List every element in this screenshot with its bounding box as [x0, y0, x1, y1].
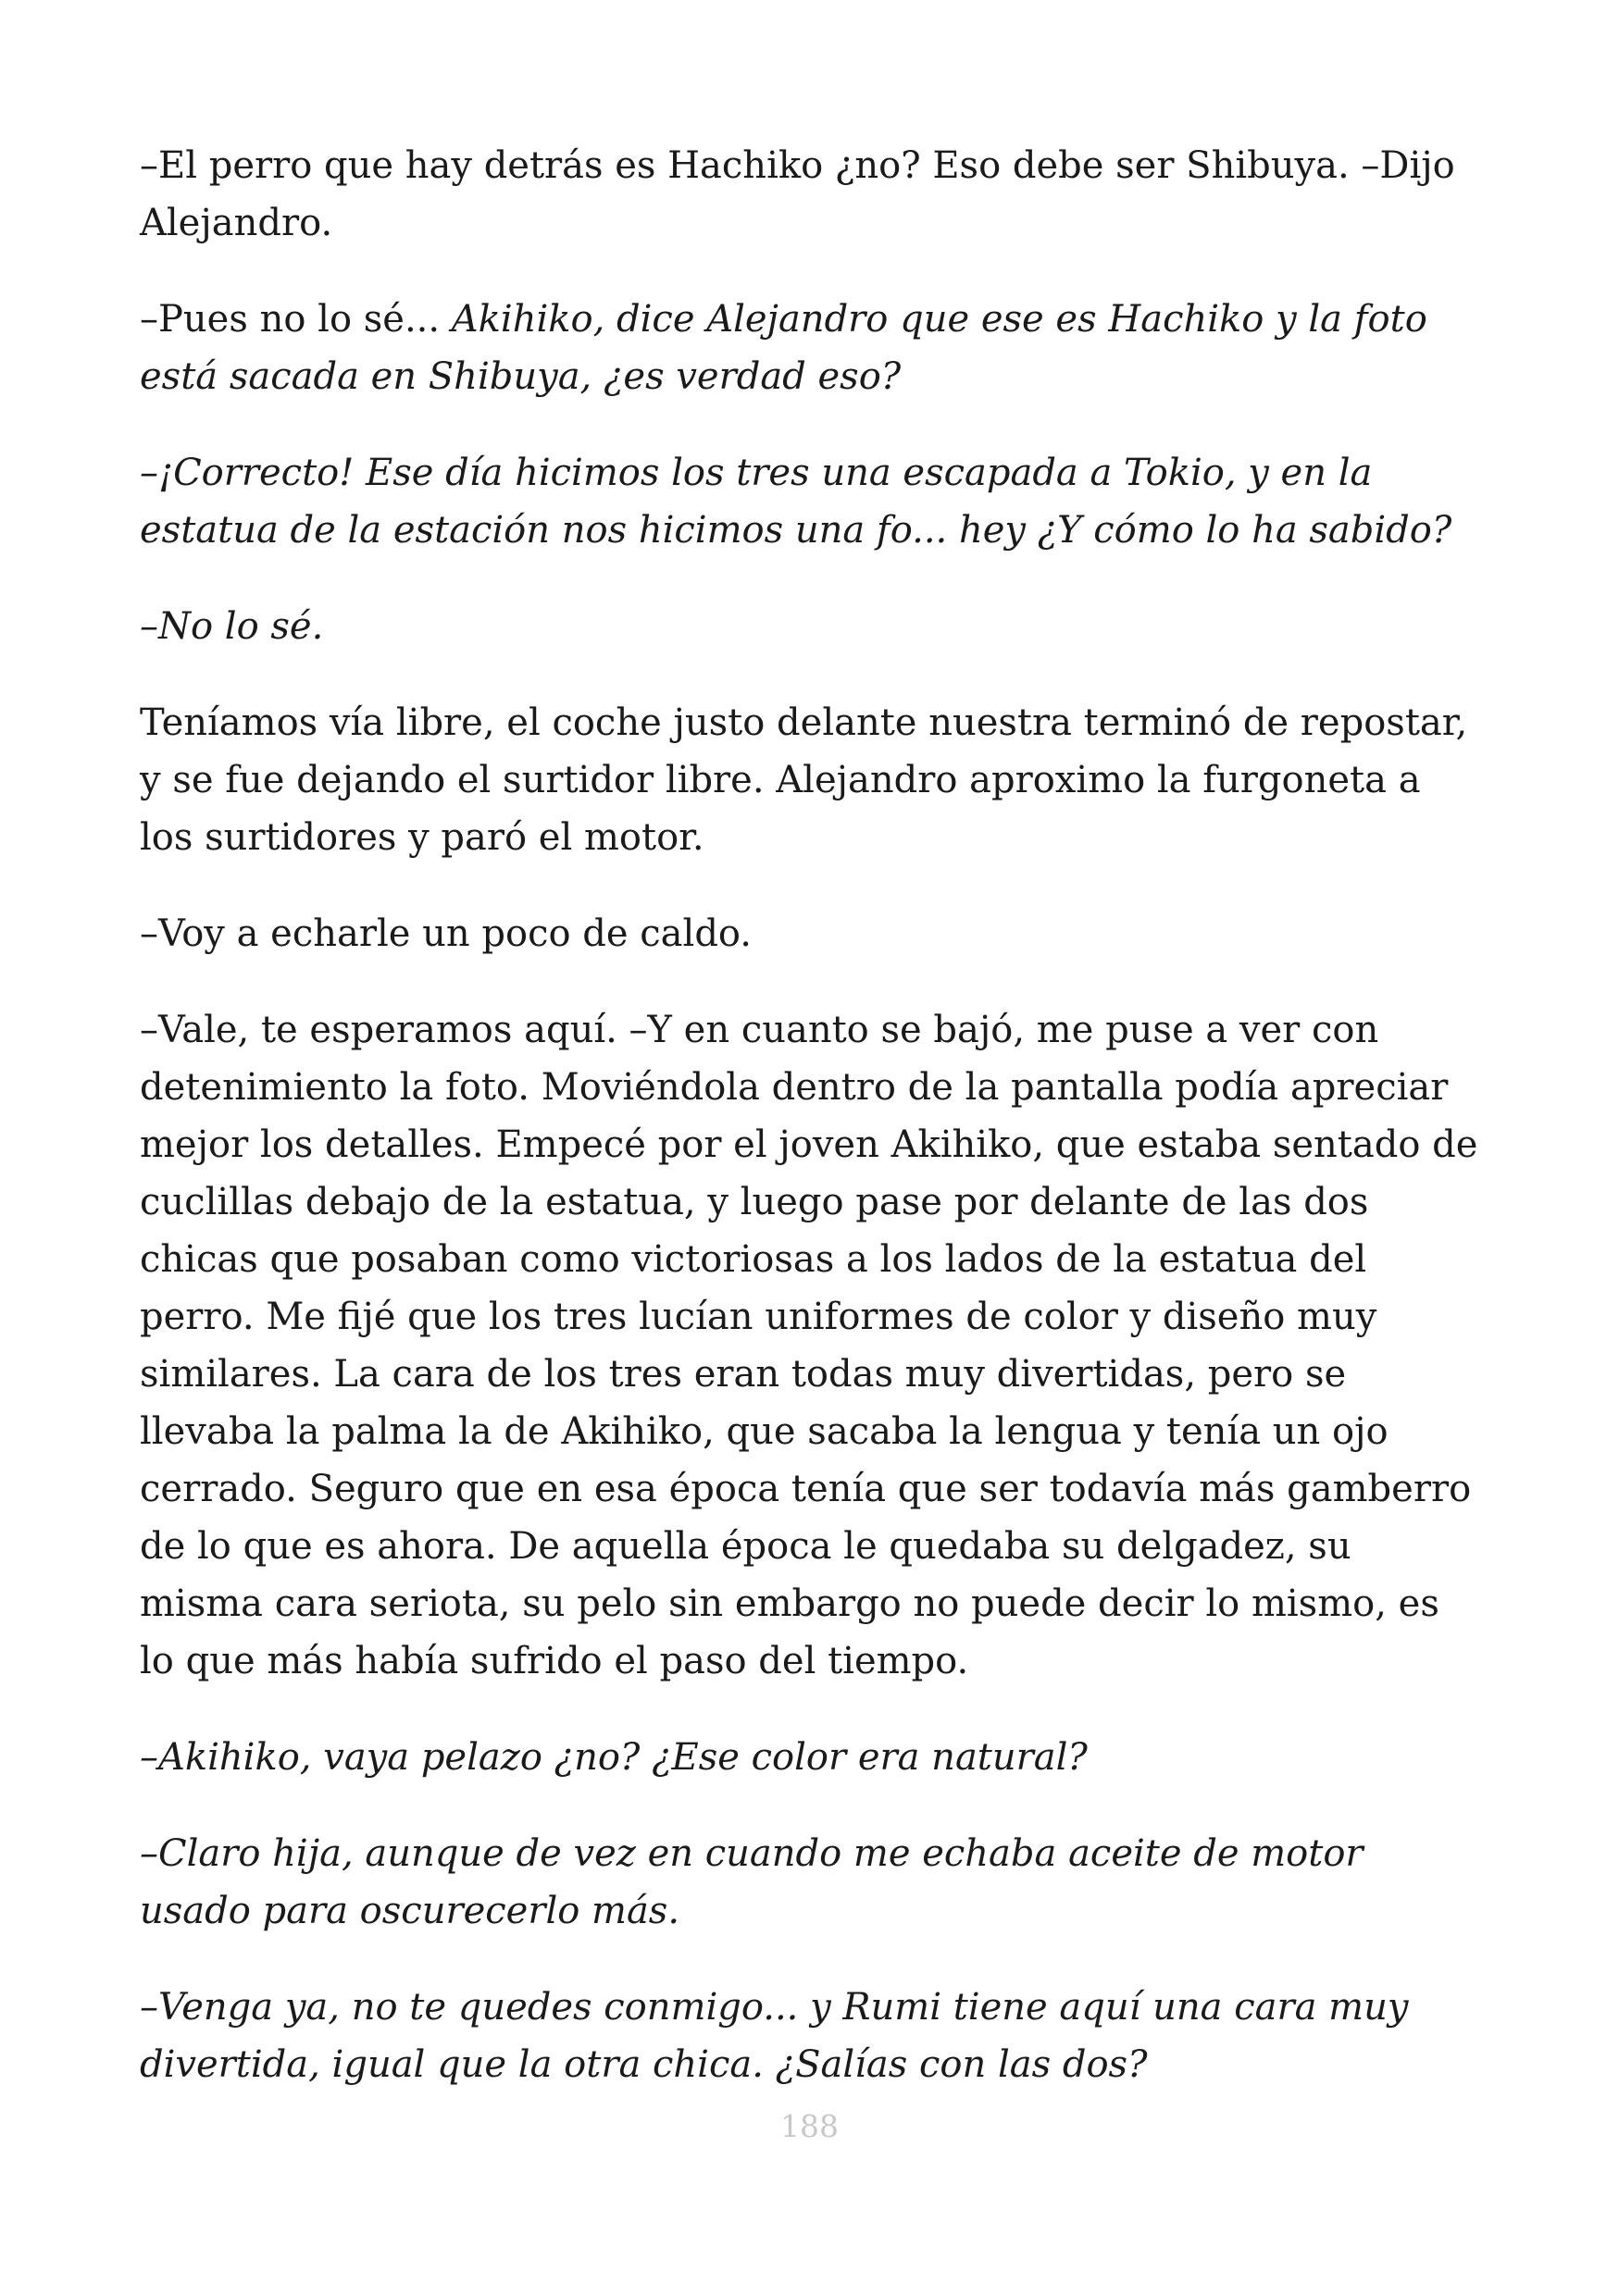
paragraph-8: [140, 1729, 1482, 1786]
paragraph-10-italic: –Venga ya, no te quedes conmigo... y Rumi tiene aquí una cara muy divertida, igual que la otra chica. ¿Salías con las dos?: [140, 1986, 1409, 2086]
paragraph-7: [140, 1001, 1482, 1690]
paragraph-6-text: –Voy a echarle un poco de caldo.: [140, 912, 753, 955]
paragraph-2-italic: Akihiko, dice Alejandro que ese es Hachiko y la foto está sacada en Shibuya, ¿es verdad eso?: [140, 298, 1427, 398]
paragraph-3-italic: –¡Correcto! Ese día hicimos los tres una escapada a Tokio, y en la estatua de la estación nos hicimos una fo... hey ¿Y cómo lo ha sabido?: [140, 452, 1452, 552]
paragraph-1: [140, 137, 1482, 252]
paragraph-9-italic: –Claro hija, aunque de vez en cuando me echaba aceite de motor usado para oscurecerlo más.: [140, 1832, 1364, 1932]
paragraph-8-italic: –Akihiko, vaya pelazo ¿no? ¿Ese color era natural?: [140, 1736, 1088, 1779]
paragraph-3: [140, 444, 1482, 559]
paragraph-6: [140, 905, 1482, 962]
paragraph-2-text: –Pues no lo sé...: [140, 298, 452, 341]
paragraph-2: [140, 291, 1482, 405]
paragraph-5-text: Teníamos vía libre, el coche justo delante nuestra terminó de repostar, y se fue dejando el surtidor libre. Alejandro aproximo la furgoneta a los surtidores y paró el motor.: [140, 701, 1468, 859]
paragraph-5: [140, 694, 1482, 866]
paragraph-4-italic: –No lo sé.: [140, 605, 324, 648]
paragraph-1-text: –El perro que hay detrás es Hachiko ¿no? Eso debe ser Shibuya. –Dijo Alejandro.: [140, 144, 1455, 244]
body-text: [140, 137, 1482, 2132]
paragraph-4: [140, 598, 1482, 655]
paragraph-7-text: –Vale, te esperamos aquí. –Y en cuanto se bajó, me puse a ver con detenimiento la foto. Moviéndola dentro de la pantalla podía apreciar mejor los detalles. Empecé por el joven Akihiko, que estaba sentado de cuclillas debajo de la estatua, y luego pase por delante de las dos chicas que posaban como victoriosas a los lados de la estatua del perro. Me fijé que los tres lucían uniformes de color y diseño muy similares. La cara de los tres eran todas muy divertidas, pero se llevaba la palma la de Akihiko, que sacaba la lengua y tenía un ojo cerrado. Seguro que en esa época tenía que ser todavía más gamberro de lo que es ahora. De aquella época le quedaba su delgadez, su misma cara seriota, su pelo sin embargo no puede decir lo mismo, es lo que más había sufrido el paso del tiempo.: [140, 1009, 1478, 1682]
paragraph-10: [140, 1979, 1482, 2093]
paragraph-9: [140, 1825, 1482, 1940]
page-number: 188: [780, 2108, 839, 2144]
